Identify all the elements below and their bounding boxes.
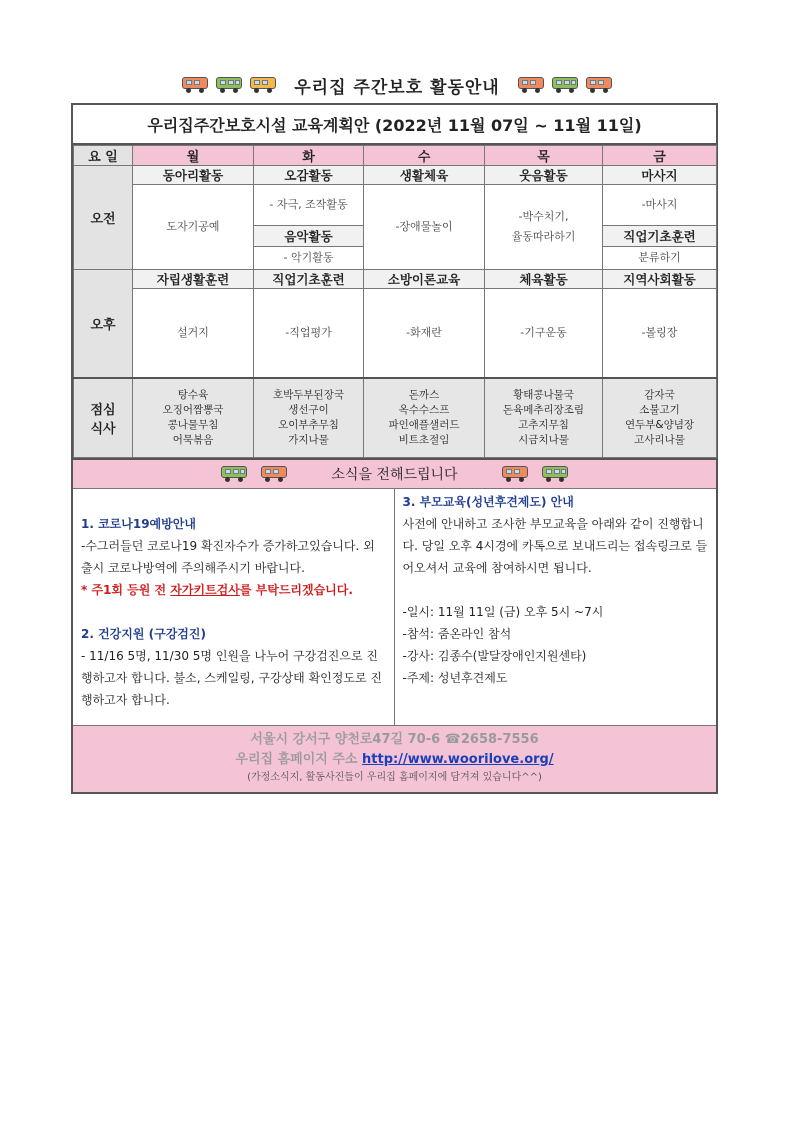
day-header: 금 xyxy=(603,146,717,166)
morning-label: 오전 xyxy=(74,166,133,270)
activity-detail: -마사지 xyxy=(603,185,717,226)
homepage-label: 우리집 홈페이지 주소 xyxy=(235,752,363,767)
activity-heading: 체육활동 xyxy=(485,270,603,289)
activity-heading: 마사지 xyxy=(603,166,717,185)
meal-label xyxy=(74,378,133,458)
news-heading: 2. 건강지원 (구강검진) xyxy=(81,627,206,641)
bus-icon xyxy=(518,77,544,93)
page-title: 우리집 주간보호 활동안내 xyxy=(294,77,500,98)
menu-item: 탕수육 xyxy=(177,389,209,401)
meal-menu xyxy=(364,378,485,458)
education-attendance: -참석: 줌온라인 참석 xyxy=(402,627,512,641)
activity-heading: 생활체육 xyxy=(364,166,485,185)
footer-homepage xyxy=(73,750,716,770)
activity-detail: -장애물놀이 xyxy=(364,185,485,270)
activity-heading: 직업기초훈련 xyxy=(254,270,364,289)
day-header: 월 xyxy=(133,146,254,166)
menu-item: 돈육메추리장조림 xyxy=(502,404,585,416)
activity-detail: 도자기공예 xyxy=(133,185,254,270)
activity-heading: 음악활동 xyxy=(254,226,364,247)
activity-detail: 분류하기 xyxy=(603,247,717,270)
meal-menu xyxy=(254,378,364,458)
education-date: -일시: 11월 11일 (금) 오후 5시 ~7시 xyxy=(402,605,604,619)
news-heading: 3. 부모교육(성년후견제도) 안내 xyxy=(402,495,574,509)
bus-icon xyxy=(216,77,242,93)
activity-detail-line: 율동따라하기 xyxy=(511,230,576,243)
menu-item: 고추지무침 xyxy=(518,419,569,431)
bus-icon xyxy=(221,466,247,482)
day-label: 요 일 xyxy=(74,146,133,166)
footer xyxy=(73,725,716,792)
bus-icon xyxy=(502,466,528,482)
education-speaker: -강사: 김종수(발달장애인지원센타) xyxy=(402,649,587,663)
activity-detail xyxy=(485,185,603,270)
activity-heading: 오감활동 xyxy=(254,166,364,185)
meal-menu xyxy=(133,378,254,458)
footer-note: (가정소식지, 활동사진들이 우리집 홈페이지에 담겨져 있습니다^^) xyxy=(247,772,542,783)
menu-item: 어묵볶음 xyxy=(172,434,214,446)
menu-item: 생선구이 xyxy=(288,404,329,416)
news-right-column xyxy=(395,489,717,725)
meal-label-line: 점심 xyxy=(90,403,116,418)
activity-heading: 지역사회활동 xyxy=(603,270,717,289)
bus-icon xyxy=(586,77,612,93)
bus-icon xyxy=(250,77,276,93)
activity-detail-line: -박수치기, xyxy=(518,210,569,223)
news-section xyxy=(73,489,716,725)
document-frame xyxy=(71,103,718,794)
news-banner xyxy=(73,458,716,489)
activity-detail: -볼링장 xyxy=(603,289,717,379)
activity-heading: 소방이론교육 xyxy=(364,270,485,289)
menu-item: 감자국 xyxy=(644,389,675,401)
menu-item: 황태콩나물국 xyxy=(513,389,574,401)
day-header: 화 xyxy=(254,146,364,166)
page-header xyxy=(0,70,794,100)
menu-item: 옥수수스프 xyxy=(398,404,450,416)
warning-text: * 주1회 등원 전 xyxy=(81,583,171,597)
meal-menu xyxy=(603,378,717,458)
news-left-column xyxy=(73,489,395,725)
day-header: 목 xyxy=(485,146,603,166)
news-paragraph: 사전에 안내하고 조사한 부모교육을 아래와 같이 진행합니다. 당일 오후 4시경에 카톡으로 보내드리는 접속링크로 들어오셔서 교육에 참여하시면 됩니다. xyxy=(402,517,708,575)
menu-item: 파인애플샐러드 xyxy=(388,419,460,431)
schedule-table xyxy=(73,145,717,458)
bus-icon xyxy=(261,466,287,482)
news-heading: 1. 코로나19예방안내 xyxy=(81,517,196,531)
activity-detail: 설거지 xyxy=(133,289,254,379)
menu-item: 오징어짬뽕국 xyxy=(162,404,224,416)
menu-item: 고사리나물 xyxy=(634,434,685,446)
menu-item: 오이부추무침 xyxy=(278,419,339,431)
news-banner-title: 소식을 전해드립니다 xyxy=(331,467,458,483)
warning-text: 를 부탁드리겠습니다. xyxy=(239,583,353,597)
footer-address: 서울시 강서구 양천로47길 70-6 ☎2658-7556 xyxy=(250,732,539,747)
homepage-link[interactable]: http://www.woorilove.org/ xyxy=(362,752,554,767)
activity-detail: -기구운동 xyxy=(485,289,603,379)
activity-detail: -직업평가 xyxy=(254,289,364,379)
bus-icon xyxy=(182,77,208,93)
news-paragraph: -수그러들던 코로나19 확진자수가 증가하고있습니다. 외출시 코로나방역에 주의해주시기 바랍니다. xyxy=(81,539,375,575)
news-paragraph: - 11/16 5명, 11/30 5명 인원을 나누어 구강검진으로 진행하고자 합니다. 불소, 스케일링, 구강상태 확인정도로 진행하고자 합니다. xyxy=(81,649,382,707)
warning-note xyxy=(81,579,386,601)
menu-item: 가지나물 xyxy=(288,434,329,446)
activity-heading: 동아리활동 xyxy=(133,166,254,185)
activity-detail: - 자극, 조작활동 xyxy=(254,185,364,226)
plan-title: 우리집주간보호시설 교육계획안 (2022년 11월 07일 ~ 11월 11일) xyxy=(73,105,716,145)
activity-detail: - 악기활동 xyxy=(254,247,364,270)
warning-emphasis: 자가키트검사 xyxy=(170,583,240,597)
meal-menu xyxy=(485,378,603,458)
bus-icon xyxy=(552,77,578,93)
menu-item: 돈까스 xyxy=(408,389,440,401)
activity-detail: -화재란 xyxy=(364,289,485,379)
afternoon-label: 오후 xyxy=(74,270,133,379)
menu-item: 연두부&양념장 xyxy=(624,419,695,431)
menu-item: 시금치나물 xyxy=(518,434,569,446)
education-topic: -주제: 성년후견제도 xyxy=(402,671,508,685)
menu-item: 콩나물무침 xyxy=(167,419,219,431)
activity-heading: 자립생활훈련 xyxy=(133,270,254,289)
bus-icon xyxy=(542,466,568,482)
menu-item: 비트초절임 xyxy=(398,434,450,446)
day-header: 수 xyxy=(364,146,485,166)
menu-item: 소불고기 xyxy=(639,404,680,416)
activity-heading: 직업기초훈련 xyxy=(603,226,717,247)
meal-label-line: 식사 xyxy=(90,422,116,437)
menu-item: 호박두부된장국 xyxy=(272,389,344,401)
activity-heading: 웃음활동 xyxy=(485,166,603,185)
